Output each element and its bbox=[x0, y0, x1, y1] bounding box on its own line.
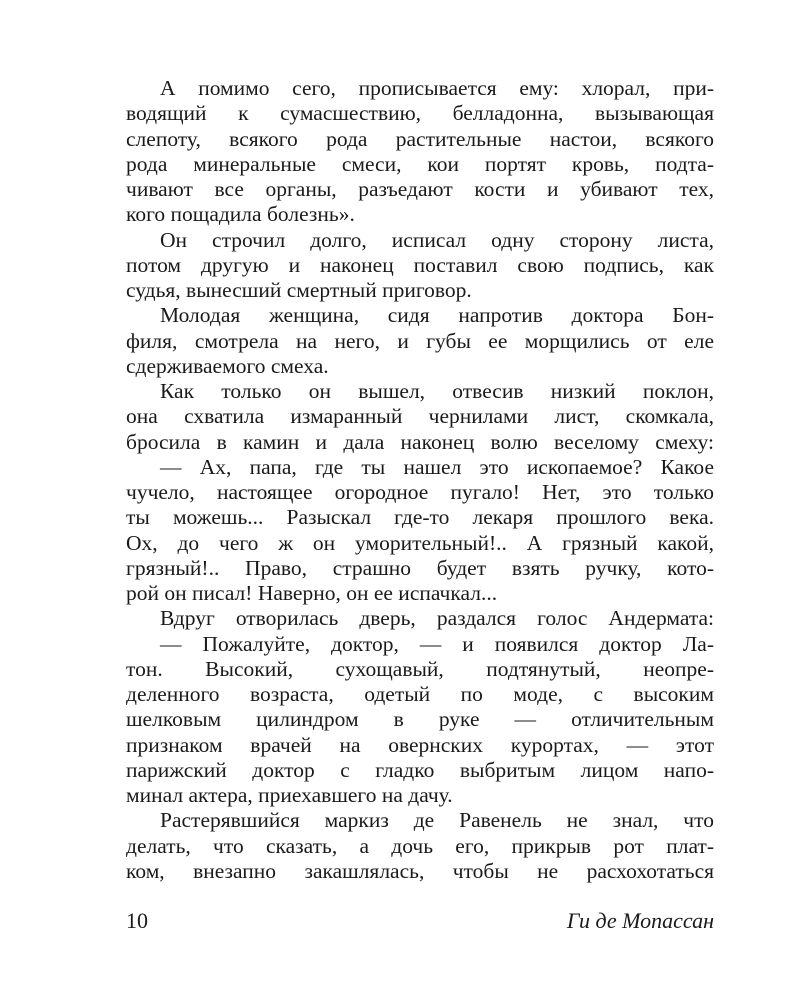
text-line: она схватила измаранный чернилами лист, скомкала, bbox=[126, 404, 714, 429]
text-line: сдерживаемого смеха. bbox=[126, 353, 329, 378]
text-line: ком, внезапно закашлялась, чтобы не расхохотаться bbox=[126, 858, 714, 883]
text-line: филя, смотрела на него, и губы ее морщились от еле bbox=[126, 328, 714, 353]
text-line: грязный!.. Право, страшно будет взять ручку, кото- bbox=[126, 555, 714, 580]
text-line: слепоту, всякого рода растительные настои, всякого bbox=[126, 126, 714, 151]
text-line: шелковым цилиндром в руке — отличительным bbox=[126, 707, 714, 732]
text-line: Как только он вышел, отвесив низкий поклон, bbox=[160, 379, 714, 403]
text-line: — Ах, папа, где ты нашел это ископаемое? Какое bbox=[160, 454, 714, 479]
text-line: кого пощадила болезнь». bbox=[126, 202, 355, 227]
text-line: делать, что сказать, а дочь его, прикрыв рот плат- bbox=[126, 833, 714, 858]
text-line: признаком врачей на овернских курортах, — этот bbox=[126, 732, 714, 757]
text-line: чивают все органы, разъедают кости и убивают тех, bbox=[126, 177, 714, 201]
text-line: ты можешь... Разыскал где-то лекаря прошлого века. bbox=[126, 505, 714, 530]
running-author: Ги де Мопассан bbox=[566, 908, 714, 933]
text-line: тон. Высокий, сухощавый, подтянутый, неопре- bbox=[126, 656, 714, 681]
text-line: деленного возраста, одетый по моде, с высоким bbox=[126, 682, 714, 706]
text-line: — Пожалуйте, доктор, — и появился доктор Ла- bbox=[160, 631, 714, 656]
text-line: рой он писал! Наверно, он ее испачкал... bbox=[126, 581, 498, 605]
text-line: минал актера, приехавшего на дачу. bbox=[126, 783, 453, 807]
text-line: бросила в камин и дала наконец волю веселому смеху: bbox=[126, 429, 714, 454]
page-footer bbox=[126, 906, 714, 936]
text-line: потом другую и наконец поставил свою подпись, как bbox=[126, 252, 714, 277]
text-line: Вдруг отворилась дверь, раздался голос Андермата: bbox=[160, 606, 714, 631]
text-line: А помимо сего, прописывается ему: хлорал, при- bbox=[160, 76, 714, 100]
text-line: Ох, до чего ж он уморительный!.. А грязный какой, bbox=[126, 530, 714, 555]
text-line: Молодая женщина, сидя напротив доктора Бон- bbox=[160, 303, 714, 328]
text-line: Растерявшийся маркиз де Равенель не знал, что bbox=[160, 808, 714, 833]
text-line: судья, вынесший смертный приговор. bbox=[126, 278, 472, 302]
body-text bbox=[126, 76, 714, 884]
text-line: водящий к сумасшествию, белладонна, вызывающая bbox=[126, 101, 714, 126]
text-line: парижский доктор с гладко выбритым лицом напо- bbox=[126, 757, 714, 782]
page-number: 10 bbox=[126, 908, 148, 933]
text-line: рода минеральные смеси, кои портят кровь, подта- bbox=[126, 151, 714, 176]
text-line: Он строчил долго, исписал одну сторону листа, bbox=[160, 227, 714, 252]
text-line: чучело, настоящее огородное пугало! Нет, это только bbox=[126, 480, 714, 504]
